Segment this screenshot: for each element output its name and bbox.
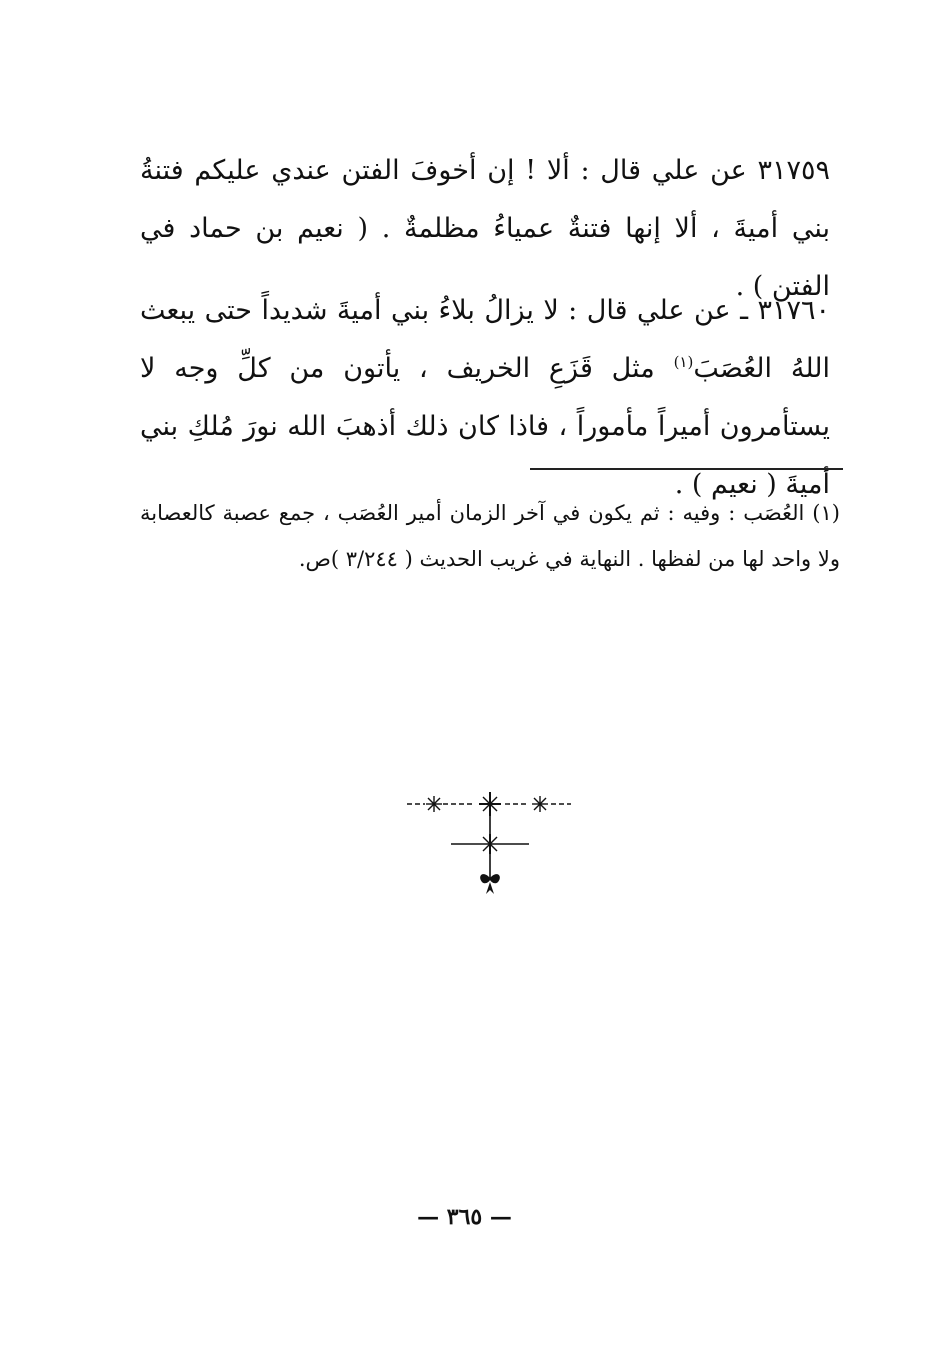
hadith-text-part-2: مثل قَزَعِ الخريف ، يأتون من كلِّ وجه لا يستأمرون أميراً مأموراً ، فاذا كان ذلك أذهبَ الله نورَ مُلكِ بني أميةَ ( نعيم ) . <box>140 353 830 500</box>
hadith-text: عن علي قال : ألا ! إن أخوفَ الفتن عندي عليكم فتنةُ بني أميةَ ، ألا إنها فتنةٌ عمياءُ مظلمةٌ . ( نعيم بن حماد في الفتن ) . <box>140 155 830 302</box>
footnote-marker: (١) <box>812 501 840 525</box>
hadith-separator: ـ <box>740 295 749 326</box>
footnote-reference: (١) <box>673 353 694 371</box>
footnote <box>140 490 840 582</box>
hadith-number: ٣١٧٥٩ <box>757 155 830 186</box>
hadith-31760 <box>140 282 830 514</box>
footnote-text: العُصَب : وفيه : ثم يكون في آخر الزمان أمير العُصَب ، جمع عصبة كالعصابة ولا واحد لها من لفظها . النهاية في غريب الحديث ( ٣/٢٤٤ )ص. <box>140 501 840 571</box>
hadith-number: ٣١٧٦٠ <box>757 295 830 326</box>
footnote-divider <box>530 468 843 470</box>
hadith-text-part-1: عن علي قال : لا يزالُ بلاءُ بني أميةَ شديداً حتى يبعث اللهُ العُصَبَ <box>140 295 830 384</box>
star-cross-ornament-icon <box>405 786 575 902</box>
page-number: — ٣٦٥ — <box>417 1204 512 1230</box>
